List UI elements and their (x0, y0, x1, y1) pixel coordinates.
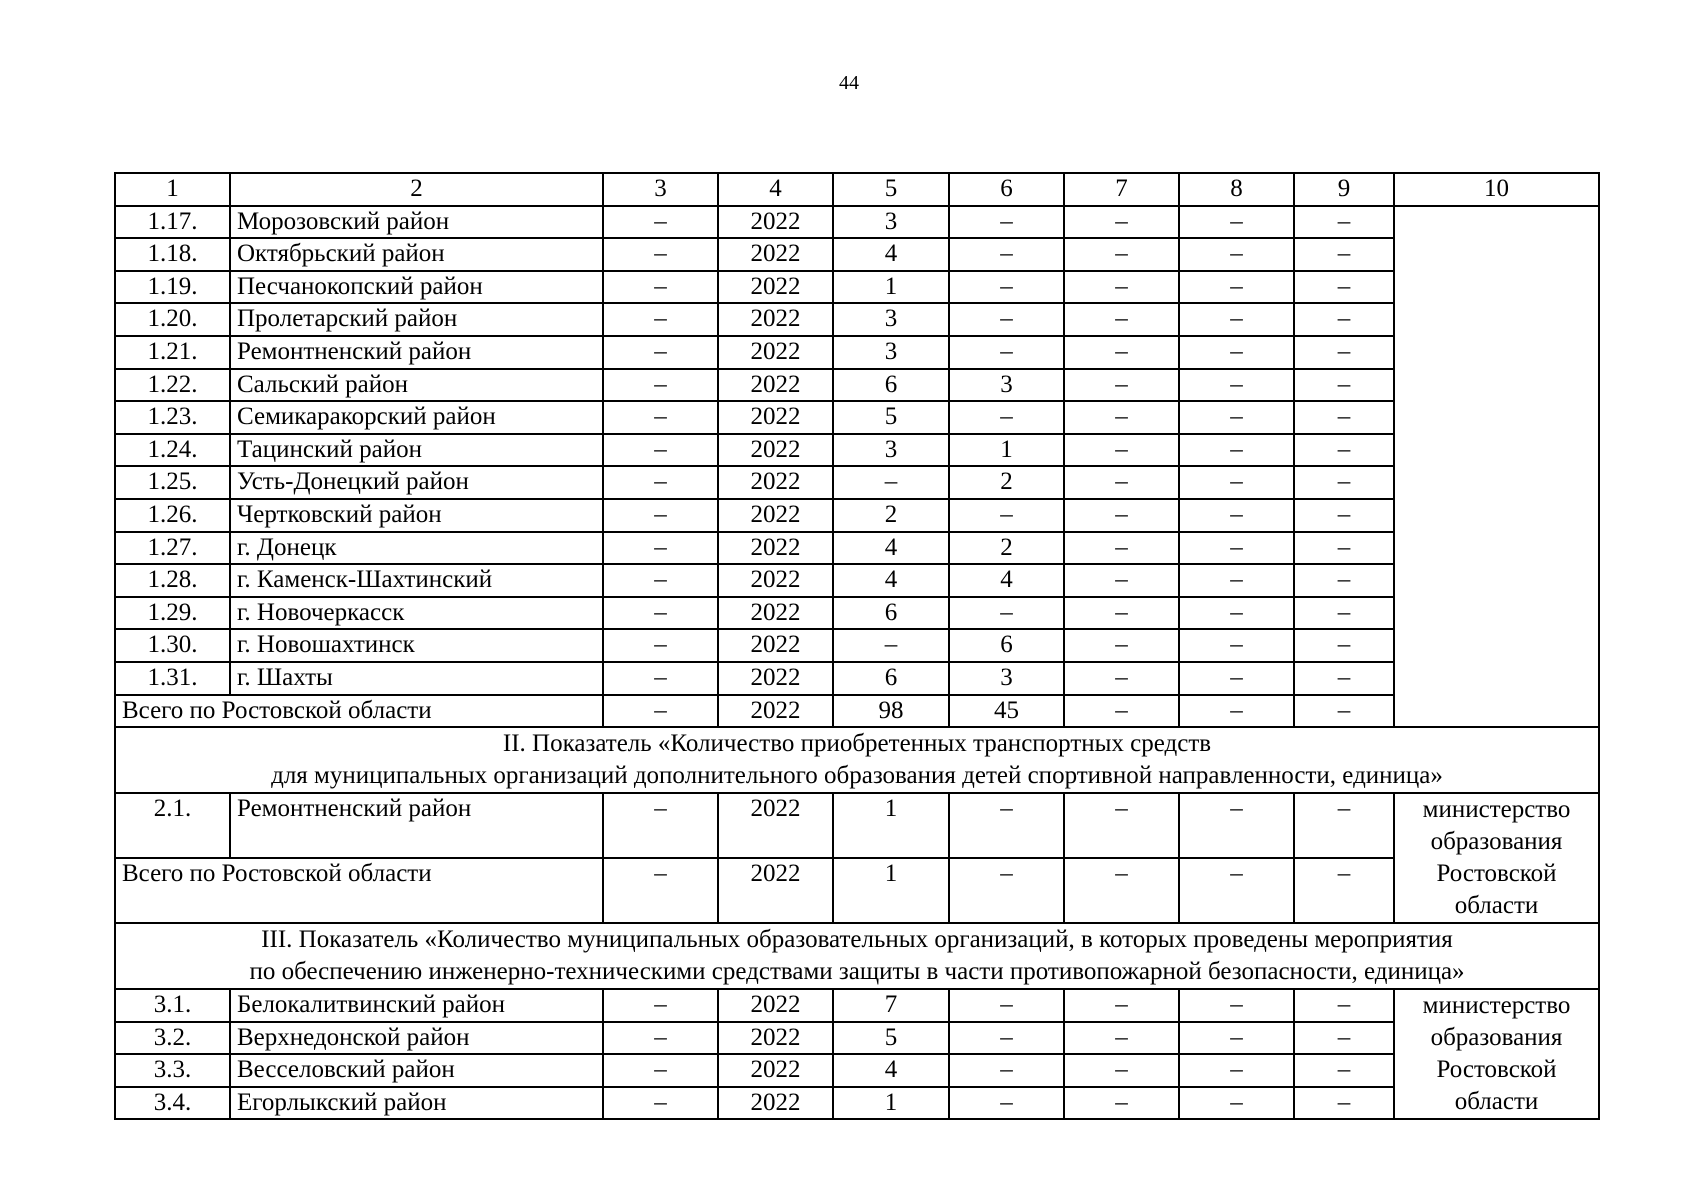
row-name-cell: Егорлыкский район (230, 1087, 603, 1120)
row-number-cell: 3.3. (115, 1054, 230, 1087)
value-cell: – (603, 336, 718, 369)
row-number-cell: 1.31. (115, 662, 230, 695)
row-number-cell: 1.17. (115, 206, 230, 239)
header-cell: 8 (1179, 173, 1294, 206)
value-cell: – (1064, 564, 1179, 597)
value-cell: – (1179, 303, 1294, 336)
value-cell: – (1294, 629, 1394, 662)
value-cell: – (1294, 858, 1394, 923)
header-cell: 2 (230, 173, 603, 206)
value-cell: – (949, 336, 1064, 369)
value-cell: 2022 (718, 793, 833, 858)
value-cell: 2022 (718, 271, 833, 304)
value-cell: – (1179, 858, 1294, 923)
value-cell: 2022 (718, 695, 833, 728)
page-number: 44 (839, 72, 859, 94)
total-row (115, 695, 1599, 728)
value-cell: 2022 (718, 532, 833, 565)
value-cell: – (949, 793, 1064, 858)
value-cell: 6 (833, 662, 949, 695)
value-cell: – (949, 206, 1064, 239)
responsible-body-cell (1394, 206, 1599, 728)
value-cell: – (603, 629, 718, 662)
value-cell: – (1179, 369, 1294, 402)
value-cell: 7 (833, 989, 949, 1022)
value-cell: – (1179, 238, 1294, 271)
section-title (115, 923, 1599, 989)
value-cell: – (1294, 271, 1394, 304)
value-cell: 2022 (718, 662, 833, 695)
row-number-cell: 1.27. (115, 532, 230, 565)
value-cell: – (603, 793, 718, 858)
value-cell: – (1064, 369, 1179, 402)
row-name-cell: Песчанокопский район (230, 271, 603, 304)
value-cell: 3 (833, 336, 949, 369)
value-cell: – (949, 597, 1064, 630)
value-cell: 4 (833, 1054, 949, 1087)
table-row (115, 303, 1599, 336)
row-name-cell: г. Каменск-Шахтинский (230, 564, 603, 597)
row-name-cell: Морозовский район (230, 206, 603, 239)
value-cell: – (949, 303, 1064, 336)
value-cell: – (949, 401, 1064, 434)
value-cell: 1 (833, 793, 949, 858)
row-number-cell: 3.4. (115, 1087, 230, 1120)
table-row (115, 1087, 1599, 1120)
value-cell: – (603, 1022, 718, 1055)
value-cell: – (1294, 1022, 1394, 1055)
value-cell: – (949, 858, 1064, 923)
value-cell: – (1294, 303, 1394, 336)
row-name-cell: Верхнедонской район (230, 1022, 603, 1055)
value-cell: – (603, 662, 718, 695)
value-cell: 45 (949, 695, 1064, 728)
value-cell: 98 (833, 695, 949, 728)
responsible-line: области (1454, 1088, 1539, 1116)
row-name-cell: г. Шахты (230, 662, 603, 695)
value-cell: – (603, 271, 718, 304)
value-cell: – (1064, 695, 1179, 728)
row-number-cell: 1.28. (115, 564, 230, 597)
row-name-cell: Пролетарский район (230, 303, 603, 336)
value-cell: – (1179, 271, 1294, 304)
data-table (114, 172, 1600, 1120)
row-number-cell: 1.20. (115, 303, 230, 336)
value-cell: – (1064, 434, 1179, 467)
value-cell: 2022 (718, 1054, 833, 1087)
value-cell: – (833, 629, 949, 662)
value-cell: – (1294, 793, 1394, 858)
value-cell: – (1064, 271, 1179, 304)
value-cell: – (949, 238, 1064, 271)
table-row (115, 206, 1599, 239)
row-number-cell: 2.1. (115, 793, 230, 858)
row-name-cell: г. Новошахтинск (230, 629, 603, 662)
value-cell: – (603, 369, 718, 402)
value-cell: 4 (833, 238, 949, 271)
table-row (115, 1054, 1599, 1087)
value-cell: – (1294, 1054, 1394, 1087)
table-row (115, 336, 1599, 369)
row-number-cell: 1.23. (115, 401, 230, 434)
table-row (115, 1022, 1599, 1055)
value-cell: 1 (833, 1087, 949, 1120)
row-number-cell: 1.26. (115, 499, 230, 532)
row-name-cell: Ремонтненский район (230, 793, 603, 858)
value-cell: – (1064, 989, 1179, 1022)
header-cell: 5 (833, 173, 949, 206)
value-cell: – (1179, 434, 1294, 467)
value-cell: – (1064, 238, 1179, 271)
header-cell: 10 (1394, 173, 1599, 206)
row-number-cell: 3.1. (115, 989, 230, 1022)
value-cell: – (1064, 1087, 1179, 1120)
value-cell: 4 (833, 532, 949, 565)
value-cell: – (1294, 434, 1394, 467)
value-cell: – (603, 989, 718, 1022)
value-cell: – (603, 1087, 718, 1120)
row-number-cell: 1.22. (115, 369, 230, 402)
table-row (115, 564, 1599, 597)
value-cell: – (1294, 499, 1394, 532)
value-cell: 1 (833, 271, 949, 304)
value-cell: 2022 (718, 1087, 833, 1120)
section-title-row (115, 727, 1599, 793)
value-cell: – (603, 597, 718, 630)
value-cell: – (603, 1054, 718, 1087)
value-cell: 1 (949, 434, 1064, 467)
value-cell: – (603, 206, 718, 239)
value-cell: 3 (833, 303, 949, 336)
row-number-cell: 1.30. (115, 629, 230, 662)
value-cell: 2022 (718, 303, 833, 336)
value-cell: 4 (949, 564, 1064, 597)
value-cell: – (603, 238, 718, 271)
row-name-cell: Семикаракорский район (230, 401, 603, 434)
table-row (115, 499, 1599, 532)
value-cell: – (1179, 499, 1294, 532)
value-cell: – (603, 695, 718, 728)
value-cell: – (1294, 564, 1394, 597)
value-cell: – (1064, 532, 1179, 565)
value-cell: – (1064, 401, 1179, 434)
row-name-cell: Усть-Донецкий район (230, 466, 603, 499)
table-row (115, 532, 1599, 565)
value-cell: – (1179, 564, 1294, 597)
row-number-cell: 1.19. (115, 271, 230, 304)
section-title-line: III. Показатель «Количество муниципальных образовательных организаций, в которых проведены мероприятия (261, 926, 1453, 954)
table-row (115, 238, 1599, 271)
value-cell: – (1179, 662, 1294, 695)
value-cell: – (1179, 466, 1294, 499)
value-cell: 2022 (718, 629, 833, 662)
value-cell: – (1179, 1054, 1294, 1087)
row-number-cell: 1.29. (115, 597, 230, 630)
value-cell: – (1064, 303, 1179, 336)
value-cell: – (1294, 662, 1394, 695)
value-cell: 2022 (718, 238, 833, 271)
responsible-line: Ростовской (1436, 1056, 1557, 1084)
value-cell: – (1064, 629, 1179, 662)
table-row (115, 369, 1599, 402)
responsible-line: области (1454, 892, 1539, 920)
value-cell: – (1179, 793, 1294, 858)
value-cell: – (1064, 597, 1179, 630)
value-cell: – (1294, 238, 1394, 271)
value-cell: – (949, 1054, 1064, 1087)
value-cell: – (1294, 532, 1394, 565)
value-cell: 2 (949, 532, 1064, 565)
value-cell: 2 (949, 466, 1064, 499)
row-number-cell: 1.18. (115, 238, 230, 271)
row-name-cell: Тацинский район (230, 434, 603, 467)
value-cell: – (603, 434, 718, 467)
row-name-cell: Октябрьский район (230, 238, 603, 271)
header-cell: 1 (115, 173, 230, 206)
value-cell: – (1294, 1087, 1394, 1120)
value-cell: – (603, 303, 718, 336)
value-cell: 2022 (718, 369, 833, 402)
value-cell: 2022 (718, 1022, 833, 1055)
value-cell: – (1179, 1087, 1294, 1120)
table-row (115, 434, 1599, 467)
header-cell: 4 (718, 173, 833, 206)
value-cell: 2022 (718, 401, 833, 434)
section-title-row (115, 923, 1599, 989)
value-cell: 2022 (718, 597, 833, 630)
row-name-cell: Белокалитвинский район (230, 989, 603, 1022)
row-number-cell: 1.25. (115, 466, 230, 499)
value-cell: – (1064, 499, 1179, 532)
value-cell: – (1064, 1054, 1179, 1087)
section-title (115, 727, 1599, 793)
value-cell: – (603, 466, 718, 499)
value-cell: – (1294, 597, 1394, 630)
responsible-line: образования (1430, 1024, 1563, 1052)
value-cell: – (603, 532, 718, 565)
value-cell: 2022 (718, 434, 833, 467)
header-row (115, 173, 1599, 206)
row-number-cell: 3.2. (115, 1022, 230, 1055)
responsible-line: образования (1430, 828, 1563, 856)
row-number-cell: 1.24. (115, 434, 230, 467)
total-label-cell: Всего по Ростовской области (115, 858, 603, 923)
value-cell: – (833, 466, 949, 499)
value-cell: – (603, 499, 718, 532)
value-cell: 3 (833, 206, 949, 239)
table-body (115, 173, 1599, 1119)
row-name-cell: Ремонтненский район (230, 336, 603, 369)
value-cell: – (949, 989, 1064, 1022)
responsible-line: Ростовской (1436, 860, 1557, 888)
value-cell: – (949, 499, 1064, 532)
table-row (115, 629, 1599, 662)
value-cell: – (1179, 206, 1294, 239)
total-label-cell: Всего по Ростовской области (115, 695, 603, 728)
value-cell: – (1179, 532, 1294, 565)
value-cell: 6 (833, 369, 949, 402)
value-cell: – (1294, 989, 1394, 1022)
value-cell: 2 (833, 499, 949, 532)
row-number-cell: 1.21. (115, 336, 230, 369)
value-cell: – (1179, 401, 1294, 434)
responsible-line: министерство (1422, 992, 1571, 1020)
row-name-cell: г. Новочеркасск (230, 597, 603, 630)
section-title-line: по обеспечению инженерно-техническими средствами защиты в части противопожарной безопасности, единица» (249, 958, 1465, 986)
value-cell: 2022 (718, 858, 833, 923)
value-cell: – (1294, 206, 1394, 239)
value-cell: 2022 (718, 564, 833, 597)
value-cell: 5 (833, 1022, 949, 1055)
value-cell: 1 (833, 858, 949, 923)
value-cell: 4 (833, 564, 949, 597)
value-cell: – (1064, 206, 1179, 239)
responsible-line: министерство (1422, 796, 1571, 824)
value-cell: – (603, 564, 718, 597)
value-cell: 2022 (718, 206, 833, 239)
total-row (115, 858, 1599, 923)
value-cell: – (603, 858, 718, 923)
value-cell: 3 (833, 434, 949, 467)
responsible-body-cell (1394, 989, 1599, 1119)
responsible-body-cell (1394, 793, 1599, 923)
value-cell: 2022 (718, 336, 833, 369)
section-title-line: II. Показатель «Количество приобретенных транспортных средств (502, 730, 1212, 758)
value-cell: 3 (949, 662, 1064, 695)
header-cell: 7 (1064, 173, 1179, 206)
value-cell: – (603, 401, 718, 434)
value-cell: – (1064, 1022, 1179, 1055)
value-cell: – (1294, 466, 1394, 499)
value-cell: – (1064, 336, 1179, 369)
table-row (115, 466, 1599, 499)
row-name-cell: Весселовский район (230, 1054, 603, 1087)
header-cell: 9 (1294, 173, 1394, 206)
value-cell: 5 (833, 401, 949, 434)
value-cell: – (949, 271, 1064, 304)
value-cell: 2022 (718, 989, 833, 1022)
row-name-cell: Чертковский район (230, 499, 603, 532)
value-cell: 2022 (718, 466, 833, 499)
value-cell: – (1179, 1022, 1294, 1055)
value-cell: 2022 (718, 499, 833, 532)
value-cell: – (1179, 989, 1294, 1022)
value-cell: – (949, 1087, 1064, 1120)
value-cell: – (1064, 793, 1179, 858)
table-row (115, 597, 1599, 630)
value-cell: – (1294, 401, 1394, 434)
value-cell: – (1064, 858, 1179, 923)
table-row (115, 793, 1599, 858)
row-name-cell: г. Донецк (230, 532, 603, 565)
row-name-cell: Сальский район (230, 369, 603, 402)
value-cell: – (1179, 629, 1294, 662)
header-cell: 3 (603, 173, 718, 206)
value-cell: 3 (949, 369, 1064, 402)
value-cell: – (1179, 336, 1294, 369)
value-cell: – (1064, 662, 1179, 695)
value-cell: 6 (833, 597, 949, 630)
table-row (115, 989, 1599, 1022)
value-cell: – (1179, 695, 1294, 728)
value-cell: – (1179, 597, 1294, 630)
table-row (115, 401, 1599, 434)
table-row (115, 271, 1599, 304)
value-cell: – (949, 1022, 1064, 1055)
table-row (115, 662, 1599, 695)
value-cell: 6 (949, 629, 1064, 662)
value-cell: – (1294, 369, 1394, 402)
section-title-line: для муниципальных организаций дополнительного образования детей спортивной направленности, единица» (271, 762, 1443, 790)
header-cell: 6 (949, 173, 1064, 206)
value-cell: – (1294, 336, 1394, 369)
value-cell: – (1294, 695, 1394, 728)
value-cell: – (1064, 466, 1179, 499)
